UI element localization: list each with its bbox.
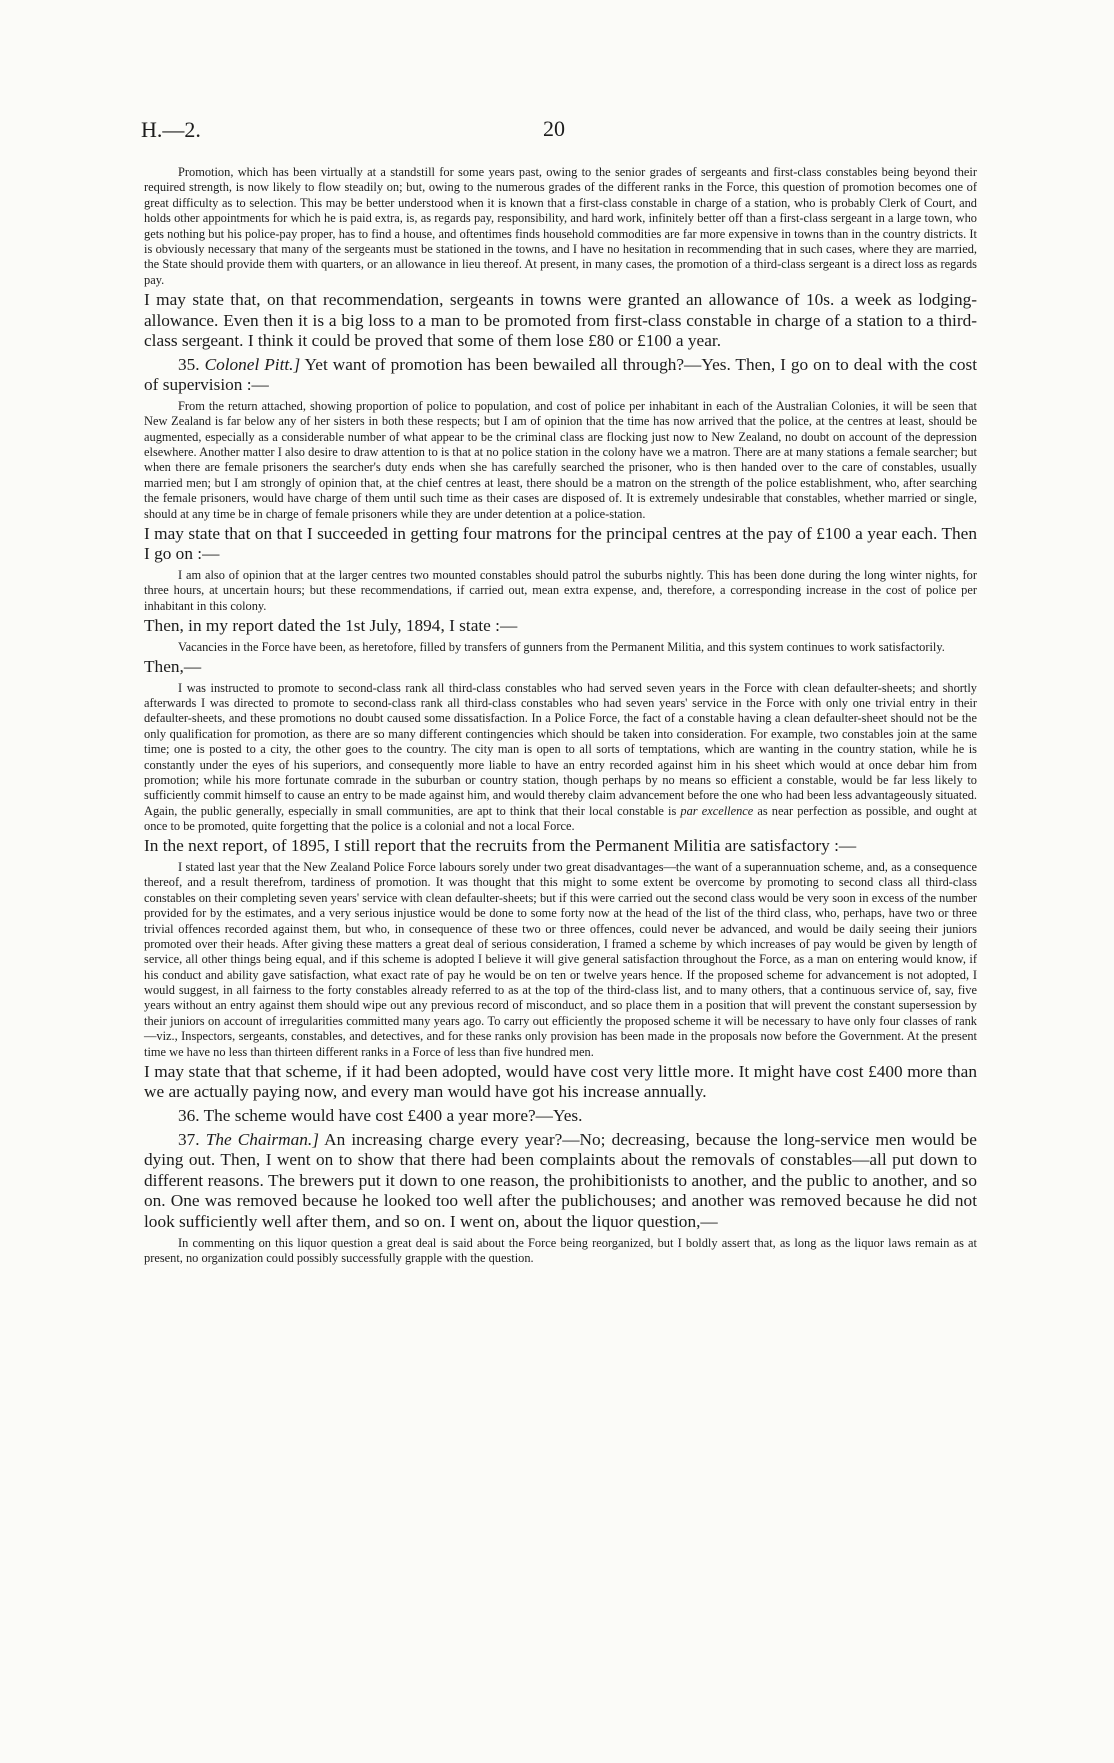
- quote-text: I was instructed to promote to second-class rank all third-class constables who had served seven years in the Force with clean defaulter-sheets; and shortly afterwards I was directed to promote to second-class rank all third-class constables who had seven years' service in the Force with only one trivial entry in their defaulter-sheets, and these promotions no doubt caused some dissatisfaction. In a Police Force, the fact of a constable having a clean defaulter-sheet should not be the only qualification for promotion, as there are so many different contingencies which should be taken into consideration. For example, two constables join at the same time; one is posted to a city, the other goes to the country. The city man is open to all sorts of temptations, which are wanting in the country station, while he is constantly under the eyes of his superiors, and consequently more liable to have an entry recorded against him in his sheet which would at once debar him from promotion; while his more fortunate comrade in the suburban or country station, though perhaps by no means so efficient a constable, would be far less likely to sufficiently commit himself to cause an entry to be made against him, and would thereby claim advancement before the one who had been less advantageously situated. Again, the public generally, especially in small communities, are apt to think that their local constable is: [144, 680, 977, 818]
- quote-paragraph: I am also of opinion that at the larger centres two mounted constables should patrol the suburbs nightly. This has been done during the long winter nights, for three hours, at uncertain hours; but these recommendations, if carried out, mean extra expense, and, therefore, a corresponding increase in the cost of police per inhabitant in this colony.: [144, 568, 977, 613]
- question-paragraph: [144, 1130, 977, 1233]
- question-number: 35.: [178, 354, 200, 374]
- quote-paragraph: [144, 681, 977, 835]
- question-paragraph: 36. The scheme would have cost £400 a year more?—Yes.: [178, 1106, 583, 1126]
- quote-paragraph: In commenting on this liquor question a great deal is said about the Force being reorganized, but I boldly assert that, as long as the liquor laws remain as at present, no organization could possibly successfully grapple with the question.: [144, 1235, 977, 1265]
- quote-text: as near perfection as possible, and ought at once to be promoted, quite forgetting that the police is a colonial and not a local Force.: [144, 803, 977, 834]
- question-text: Yet want of promotion has been bewailed all through?—Yes. Then, I go on to deal with the cost of supervision :—: [144, 354, 977, 395]
- quote-paragraph: Vacancies in the Force have been, as heretofore, filled by transfers of gunners from the Permanent Militia, and this system continues to work satisfactorily.: [178, 639, 945, 654]
- body-paragraph: In the next report, of 1895, I still report that the recruits from the Permanent Militia are satisfactory :—: [144, 836, 857, 856]
- page-header-reference: H.—2.: [141, 117, 201, 142]
- body-paragraph: Then, in my report dated the 1st July, 1894, I state :—: [144, 616, 518, 636]
- question-number: 37.: [178, 1129, 200, 1149]
- quote-paragraph: From the return attached, showing proportion of police to population, and cost of police per inhabitant in each of the Australian Colonies, it will be seen that New Zealand is far below any of her sisters in both these respects; but I am of opinion that the time has now arrived that the police, at the centres at least, should be augmented, especially as a considerable number of what appear to be the criminal class are flocking just now to New Zealand, no doubt on account of the depression elsewhere. Another matter I also desire to draw attention to is that at no police station in the colony have we a matron. There are at many stations a female searcher; but when there are female prisoners the searcher's duty ends when she has carefully searched the prisoner, who is then handed over to the care of constables, usually married men; but I am strongly of opinion that, at the chief centres at least, there should be a matron on the strength of the police establishment, who, after searching the female prisoners, would have charge of them until such time as their cases are disposed of. It is extremely undesirable that constables, whether married or single, should at any time be in charge of female prisoners while they are under detention at a police-station.: [144, 398, 977, 521]
- document-body: [144, 165, 977, 1268]
- question-text: An increasing charge every year?—No; decreasing, because the long-service men would be dying out. Then, I went on to show that there had been complaints about the removals of constables—all put down to different reasons. The brewers put it down to one reason, the prohibitionists to another, and the public to another, and so on. One was removed because he looked too well after the publichouses; and another was removed because he did not look sufficiently well after them, and so on. I went on, about the liquor question,—: [144, 1129, 977, 1231]
- quote-paragraph: I stated last year that the New Zealand Police Force labours sorely under two great disadvantages—the want of a superannuation scheme, and, as a consequence thereof, and a result therefrom, tardiness of promotion. It was thought that this might to some extent be overcome by promoting to second class all third-class constables on their completing seven years' service with clean defaulter-sheets; but if this were carried out the second class would be very soon in excess of the number provided for by the estimates, and a very serious injustice would be done to some forty now at the head of the list of the third class, who, perhaps, have two or three trivial offences recorded against them, but who, in consequence of these two or three offences, could never be advanced, and would be daily seeing their juniors promoted over their heads. After giving these matters a great deal of serious consideration, I framed a scheme by which increases of pay would be given by length of service, all other things being equal, and if this scheme is adopted I believe it will give general satisfaction throughout the Force, as a man on entering would know, if his conduct and ability gave satisfaction, what exact rate of pay he would be on ten or twelve years hence. If the proposed scheme for advancement is not adopted, I would suggest, in all fairness to the forty constables already referred to as at the top of the third-class list, and to many others, that a continuous service of, say, five years without an entry against them should wipe out any previous record of misconduct, and so place them in a position that will prevent the constant supersession by their juniors on account of irregularities committed many years ago. To carry out efficiently the proposed scheme it will be necessary to have only four classes of rank—viz., Inspectors, sergeants, constables, and detectives, and for these ranks only provision has been made in the proposals now before the Government. At the present time we have no less than thirteen different ranks in a Force of less than five hundred men.: [144, 860, 977, 1059]
- body-paragraph: I may state that on that I succeeded in getting four matrons for the principal centres at the pay of £100 a year each. Then I go on :—: [144, 523, 977, 564]
- body-paragraph: Then,—: [144, 657, 202, 677]
- quote-italic-text: par excellence: [680, 803, 754, 818]
- page-number: 20: [543, 116, 565, 141]
- speaker-name: Colonel Pitt.]: [204, 354, 301, 374]
- body-paragraph: I may state that that scheme, if it had been adopted, would have cost very little more. It might have cost £400 more than we are actually paying now, and every man would have got his increase annually.: [144, 1061, 977, 1102]
- body-paragraph: I may state that, on that recommendation, sergeants in towns were granted an allowance of 10s. a week as lodging-allowance. Even then it is a big loss to a man to be promoted from first-class constable in charge of a station to a third-class sergeant. I think it could be proved that some of them lose £80 or £100 a year.: [144, 290, 977, 351]
- question-paragraph: [144, 355, 977, 396]
- quote-paragraph: Promotion, which has been virtually at a standstill for some years past, owing to the senior grades of sergeants and first-class constables being beyond their required strength, is now likely to flow steadily on; but, owing to the numerous grades of the different ranks in the Force, this question of promotion becomes one of great difficulty as to selection. This may be better understood when it is known that a first-class constable in charge of a station, who is probably Clerk of Court, and holds other appointments for which he is paid extra, is, as regards pay, responsibility, and hard work, infinitely better off than a first-class sergeant in a large town, who gets nothing but his police-pay proper, has to find a house, and oftentimes finds household commodities are far more expensive in towns than in the country districts. It is obviously necessary that many of the sergeants must be stationed in the towns, and I have no hesitation in recommending that in such cases, where they are married, the State should provide them with quarters, or an allowance in lieu thereof. At present, in many cases, the promotion of a third-class sergeant is a direct loss as regards pay.: [144, 165, 977, 287]
- speaker-name: The Chairman.]: [205, 1129, 319, 1149]
